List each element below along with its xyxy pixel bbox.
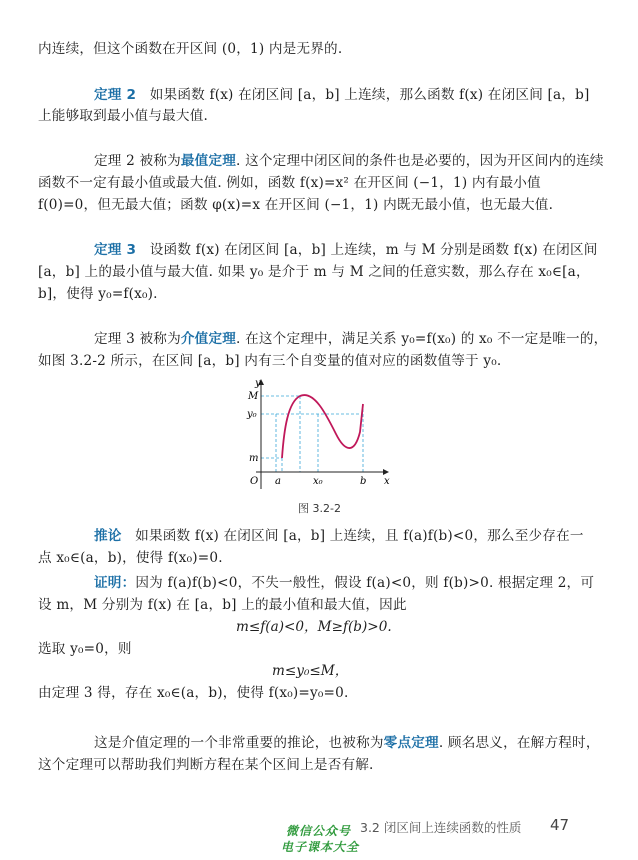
corollary-line-1: [94, 527, 584, 545]
corollary-label: 推论: [94, 528, 122, 544]
zero-text-b: . 顾名思义，在解方程时，: [438, 735, 600, 751]
x-axis-label: x: [384, 476, 390, 487]
watermark-line-1: 微信公众号: [286, 824, 352, 838]
maxmin-paragraph-line-2: 函数不一定有最小值或最大值. 例如，函数 f(x)=x² 在开区间 (−1，1) 内有最小值: [38, 175, 541, 191]
origin-label: O: [250, 476, 259, 487]
guide-lines: [261, 396, 363, 472]
maxmin-text-a: 定理 2 被称为: [94, 153, 181, 169]
watermark-line-2: 电子课本大全: [281, 840, 360, 854]
ivt-paragraph-line-2: 如图 3.2-2 所示，在区间 [a，b] 内有三个自变量的值对应的函数值等于 y₀.: [38, 353, 502, 369]
maxmin-text-b: . 这个定理中闭区间的条件也是必要的，因为开区间内的连续: [236, 153, 604, 169]
theorem-3-line-1: [94, 241, 598, 259]
label-y0: y₀: [247, 409, 257, 420]
proof-label: 证明：: [94, 575, 136, 591]
label-m: m: [249, 453, 259, 464]
footer-section-title: 3.2 闭区间上连续函数的性质: [360, 820, 522, 835]
zero-paragraph-line-2: 这个定理可以帮助我们判断方程在某个区间上是否有解.: [38, 757, 374, 773]
proof-line-4: 由定理 3 得，存在 x₀∈(a，b)，使得 f(x₀)=y₀=0.: [38, 685, 349, 701]
page-number: 47: [550, 816, 570, 834]
zero-paragraph-line-1: [94, 734, 600, 752]
corollary-text-1: 如果函数 f(x) 在闭区间 [a，b] 上连续，且 f(a)f(b)<0，那么至少存在一: [135, 528, 584, 544]
zero-term: 零点定理: [383, 735, 439, 751]
proof-line-2: 设 m，M 分别为 f(x) 在 [a，b] 上的最小值和最大值，因此: [38, 597, 407, 613]
y-axis-label: y: [255, 378, 261, 389]
theorem-2-line-1: [94, 86, 590, 104]
label-M: M: [248, 391, 259, 402]
ivt-paragraph-line-1: [94, 330, 607, 348]
proof-equation-2: m≤y₀≤M，: [272, 663, 349, 679]
theorem-2-label: 定理 2: [94, 87, 137, 103]
ivt-term: 介值定理: [180, 331, 237, 347]
proof-text-1: 因为 f(a)f(b)<0，不失一般性，假设 f(a)<0，则 f(b)>0. 根据定理 2，可: [135, 575, 595, 591]
theorem-2-line-2: 上能够取到最小值与最大值.: [38, 108, 209, 124]
label-x0: x₀: [313, 476, 323, 487]
theorem-3-text-1: 设函数 f(x) 在闭区间 [a，b] 上连续，m 与 M 分别是函数 f(x) 在闭区间: [149, 242, 598, 258]
proof-equation-1: m≤f(a)<0，M≥f(b)>0.: [236, 619, 392, 635]
paragraph-intro: 内连续，但这个函数在开区间 (0，1) 内是无界的.: [38, 41, 343, 57]
function-curve: [282, 395, 363, 458]
zero-text-a: 这是介值定理的一个非常重要的推论，也被称为: [94, 735, 384, 751]
label-b: b: [360, 476, 367, 487]
label-a: a: [275, 476, 281, 487]
theorem-3-label: 定理 3: [94, 242, 137, 258]
theorem-3-line-3: b]，使得 y₀=f(x₀).: [38, 286, 158, 302]
ivt-text-a: 定理 3 被称为: [94, 331, 181, 347]
maxmin-term: 最值定理: [180, 153, 237, 169]
proof-line-1: [94, 574, 594, 592]
theorem-2-text-1: 如果函数 f(x) 在闭区间 [a，b] 上连续，那么函数 f(x) 在闭区间 [a，b]: [149, 87, 590, 103]
figure-caption: 图 3.2-2: [298, 502, 341, 515]
ivt-text-b: . 在这个定理中，满足关系 y₀=f(x₀) 的 x₀ 不一定是唯一的，: [236, 331, 608, 347]
figure-3-2-2: [236, 374, 396, 494]
maxmin-paragraph-line-1: [94, 152, 604, 170]
proof-line-3: 选取 y₀=0，则: [38, 641, 132, 657]
corollary-line-2: 点 x₀∈(a，b)，使得 f(x₀)=0.: [38, 550, 223, 566]
theorem-3-line-2: [a，b] 上的最小值与最大值. 如果 y₀ 是介于 m 与 M 之间的任意实数，那么存在 x₀∈[a，: [38, 264, 590, 280]
maxmin-paragraph-line-3: f(0)=0，但无最大值；函数 φ(x)=x 在开区间 (−1，1) 内既无最小值，也无最大值.: [38, 197, 554, 213]
